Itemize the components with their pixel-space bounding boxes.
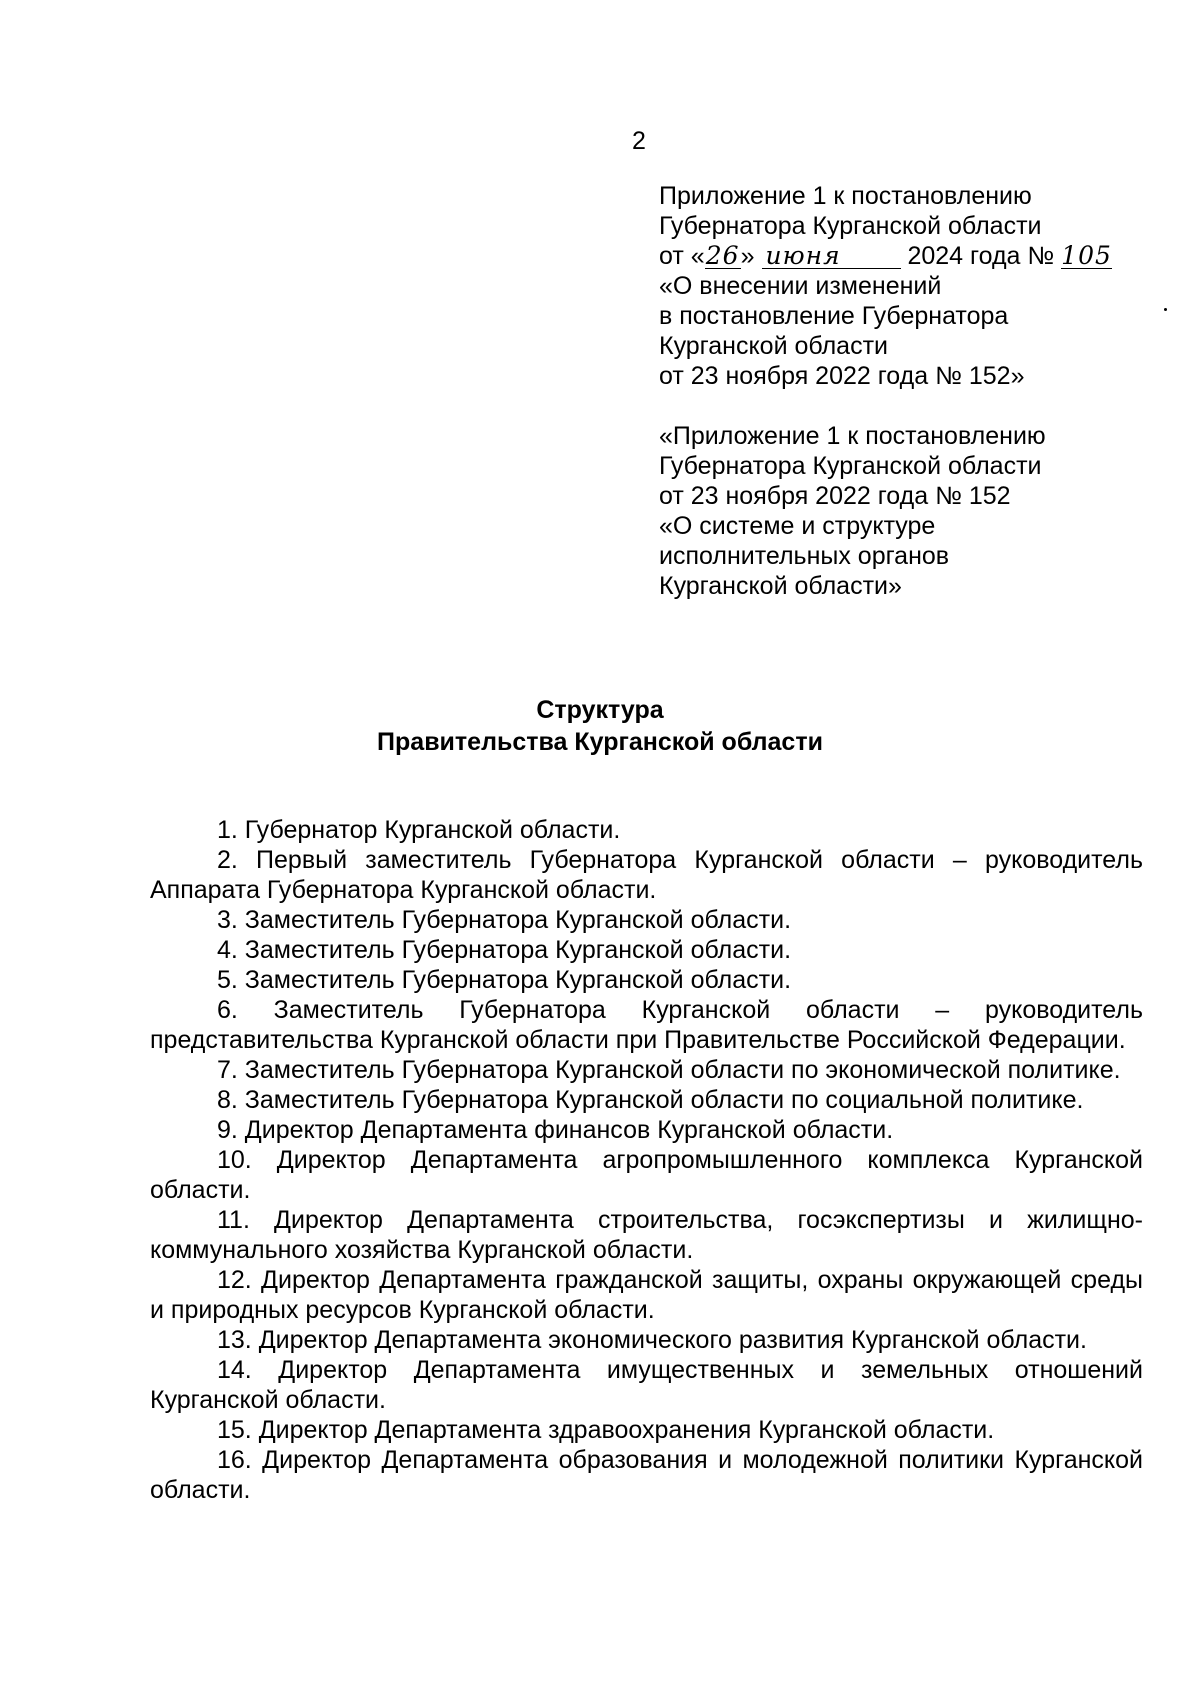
annex-header-current: [659, 181, 1129, 391]
annex-line: исполнительных органов: [659, 542, 950, 570]
title-line: Структура: [536, 696, 664, 724]
handwritten-doc-number: 105: [1061, 241, 1112, 270]
handwritten-day: 26: [705, 241, 740, 270]
list-item: 4. Заместитель Губернатора Курганской области.: [217, 936, 792, 964]
annex-line: Губернатора Курганской области: [659, 452, 1042, 480]
annex-line: Курганской области: [659, 332, 889, 360]
list-item: 3. Заместитель Губернатора Курганской области.: [217, 906, 792, 934]
list-item: 12. Директор Департамента гражданской защиты, охраны окружающей среды и природных ресурсов Курганской области.: [150, 1266, 1143, 1324]
list-item: 9. Директор Департамента финансов Курганской области.: [217, 1116, 894, 1144]
list-item: 16. Директор Департамента образования и молодежной политики Курганской области.: [150, 1446, 1143, 1504]
annex-line: от 23 ноября 2022 года № 152: [659, 482, 1011, 510]
list-item: 6. Заместитель Губернатора Курганской области – руководитель представительства Курганской области при Правительстве Российской Федерации.: [150, 996, 1143, 1054]
list-item: 11. Директор Департамента строительства, госэкспертизы и жилищно-коммунального хозяйства Курганской области.: [150, 1206, 1143, 1264]
annex-line: от 23 ноября 2022 года № 152»: [659, 362, 1025, 390]
annex-line: в постановление Губернатора: [659, 302, 1009, 330]
list-item: 7. Заместитель Губернатора Курганской области по экономической политике.: [217, 1056, 1121, 1084]
structure-list: [150, 815, 1143, 1505]
document-title: [0, 694, 1200, 758]
list-item: 2. Первый заместитель Губернатора Курганской области – руководитель Аппарата Губернатора Курганской области.: [150, 846, 1143, 904]
annex-line: Курганской области»: [659, 572, 902, 600]
annex-line: «Приложение 1 к постановлению: [659, 422, 1046, 450]
list-item: 10. Директор Департамента агропромышленного комплекса Курганской области.: [150, 1146, 1143, 1204]
page-number: 2: [632, 127, 646, 155]
date-year: 2024 года №: [907, 242, 1055, 270]
list-item: 8. Заместитель Губернатора Курганской области по социальной политике.: [217, 1086, 1084, 1114]
date-mid: »: [740, 242, 755, 270]
list-item: 15. Директор Департамента здравоохранения Курганской области.: [217, 1416, 995, 1444]
list-item: 14. Директор Департамента имущественных и земельных отношений Курганской области.: [150, 1356, 1143, 1414]
annex-line: Губернатора Курганской области: [659, 212, 1042, 240]
annex-header-original: [659, 421, 1129, 601]
annex-line: «О системе и структуре: [659, 512, 936, 540]
handwritten-month: июня: [762, 244, 901, 269]
annex-line: «О внесении изменений: [659, 272, 942, 300]
list-item: 13. Директор Департамента экономического развития Курганской области.: [217, 1326, 1087, 1354]
date-prefix: от «: [659, 242, 705, 270]
list-item: 5. Заместитель Губернатора Курганской области.: [217, 966, 792, 994]
title-line: Правительства Курганской области: [377, 728, 823, 756]
annex-date-line: [659, 241, 1129, 271]
list-item: 1. Губернатор Курганской области.: [217, 816, 621, 844]
scan-dot: [1164, 308, 1167, 311]
annex-line: Приложение 1 к постановлению: [659, 182, 1032, 210]
